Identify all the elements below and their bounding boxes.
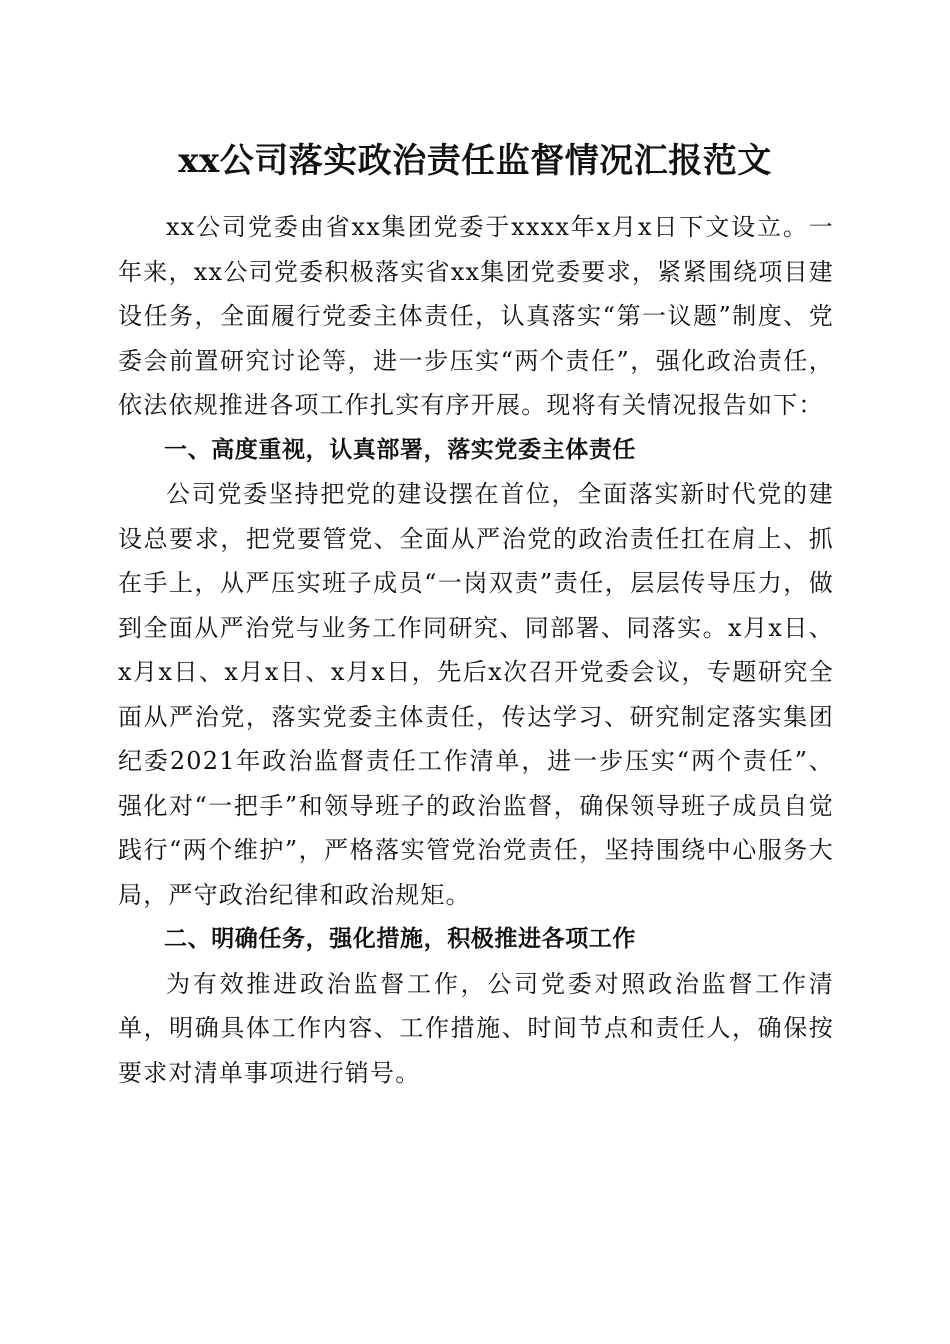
section-2-heading: 二、明确任务，强化措施，积极推进各项工作 [164,926,636,952]
section-1-paragraph: 公司党委坚持把党的建设摆在首位，全面落实新时代党的建设总要求，把党要管党、全面从严治党的政治责任扛在肩上、抓在手上，从严压实班子成员“一岗双责”责任，层层传导压力，做到全面从严治党与业务工作同研究、同部署、同落实。x月x日、x月x日、x月x日、x月x日，先后x次召开党委会议，专题研究全面从严治党，落实党委主体责任，传达学习、研究制定落实集团纪委2021年政治监督责任工作清单，进一步压实“两个责任”、强化对“一把手”和领导班子的政治监督，确保领导班子成员自觉践行“两个维护”，严格落实管党治党责任，坚持围绕中心服务大局，严守政治纪律和政治规矩。 [118,480,834,909]
intro-paragraph: xx公司党委由省xx集团党委于xxxx年x月x日下文设立。一年来，xx公司党委积极落实省xx集团党委要求，紧紧围绕项目建设任务，全面履行党委主体责任，认真落实“第一议题”制度、党委会前置研究讨论等，进一步压实“两个责任”，强化政治责任，依法依规推进各项工作扎实有序开展。现将有关情况报告如下： [118,213,834,419]
section-2-paragraph: 为有效推进政治监督工作，公司党委对照政治监督工作清单，明确具体工作内容、工作措施、时间节点和责任人，确保按要求对清单事项进行销号。 [118,969,834,1087]
document-title: xx公司落实政治责任监督情况汇报范文 [178,141,772,181]
section-1-heading: 一、高度重视，认真部署，落实党委主体责任 [164,436,636,463]
document-body [118,205,834,1095]
